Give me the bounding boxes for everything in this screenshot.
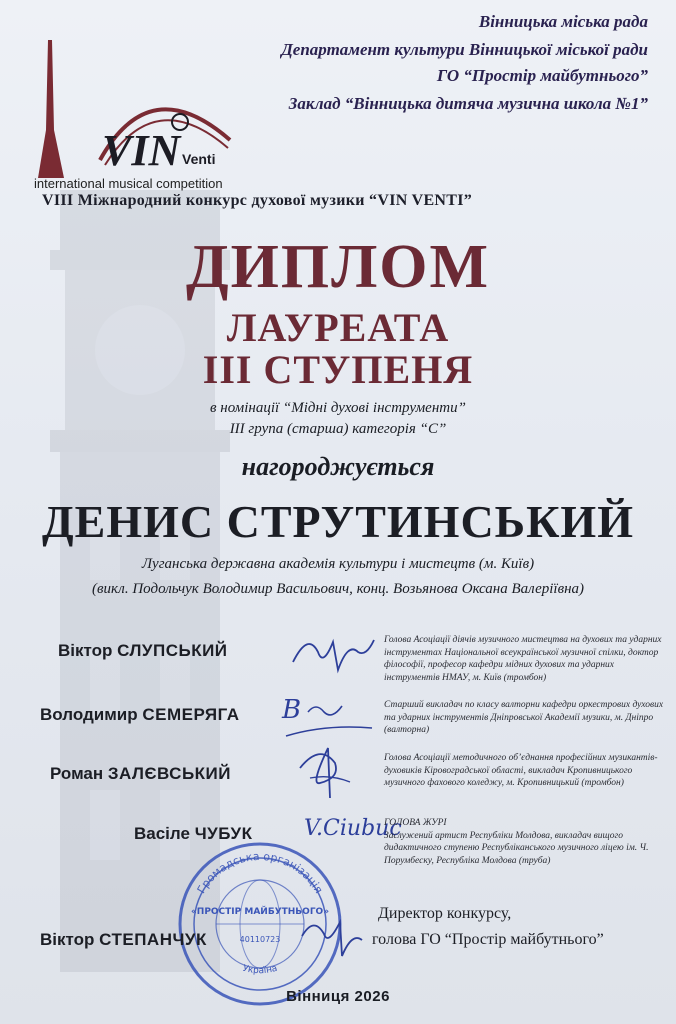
jury-surname: СЛУПСЬКИЙ	[117, 641, 228, 660]
degree-label: ІІІ СТУПЕНЯ	[202, 347, 474, 392]
jury-surname: ЧУБУК	[194, 824, 253, 843]
seal-country: Україна	[241, 963, 279, 977]
institution-text: Луганська державна академія культури і мистецтв (м. Київ)	[141, 556, 535, 572]
seal-outer-text: Громадська організація	[194, 849, 326, 896]
jury-surname: ЗАЛЄВСЬКИЙ	[107, 764, 231, 783]
competition-title: VIII Міжнародний конкурс духової музики “VIN VENTI”	[42, 192, 473, 209]
jury-surname: СЕМЕРЯГА	[142, 705, 240, 724]
organizer-culture-department: Департамент культури Вінницької міської ради	[281, 40, 648, 59]
jury-signature	[288, 622, 378, 678]
svg-text:В: В	[282, 695, 302, 725]
director-signature	[296, 906, 366, 962]
awarded-label: нагороджується	[241, 452, 435, 481]
svg-text:Україна	[241, 964, 278, 977]
recipient-name: ДЕНИС СТРУТИНСЬКИЙ	[41, 496, 634, 547]
director-title-line1: Директор конкурсу,	[378, 905, 512, 922]
jury-chair-signature: V.Ciubuc	[304, 816, 402, 841]
organizer-ngo: ГО “Простір майбутнього”	[436, 66, 648, 85]
jury-signature	[276, 684, 376, 744]
laureate-label: ЛАУРЕАТА	[226, 305, 450, 350]
seal-code: 40110723	[239, 935, 281, 944]
jury-chair-block	[384, 817, 664, 867]
jury-description: Заслужений артист Республіки Молдова, викладач вищого дидактичного ступеню Республіканського музичного ліцею ім. Ч. Порумбеску, Республіка Молдова (труба)	[384, 830, 649, 866]
director-name	[40, 930, 207, 950]
logo-wordmark: VIN	[102, 126, 181, 175]
vin-venti-logo	[30, 30, 250, 200]
jury-member-name	[50, 764, 231, 784]
jury-signature	[290, 738, 360, 804]
diploma-title: ДИПЛОМ	[185, 233, 491, 301]
jury-description: Старший викладач по класу валторни кафедри оркестрових духових та ударних інструментів Дніпровської Академії музики, м. Дніпро (валторна)	[384, 700, 664, 735]
director-first-name: Віктор	[40, 930, 95, 949]
organizer-music-school: Заклад “Вінницька дитяча музична школа №1”	[288, 94, 648, 113]
logo-caption: international musical competition	[34, 176, 223, 191]
jury-chair-role: ГОЛОВА ЖУРІ	[384, 818, 447, 828]
jury-first-name: Васіле	[134, 824, 190, 843]
seal-inner-text: «ПРОСТІР МАЙБУТНЬОГО»	[190, 907, 330, 917]
jury-description: Голова Асоціації методичного об’єднання професійних музикантів-духовиків Кіровоградської області, викладач Кропивницького музичного фахового коледжу, м. Кропивницький (тромбон)	[384, 753, 658, 788]
jury-description: Голова Асоціації діячів музичного мистецтва на духових та ударних інструментах Національної всеукраїнської музичної спілки, доктор філософії, професор кафедри мідних духових та ударних інструментів НМАУ, м. Київ (тромбон)	[384, 635, 662, 683]
city-year: Вінниця 2026	[286, 988, 390, 1005]
nomination-text: в номінації “Мідні духові інструменти”	[210, 400, 466, 416]
organizer-city-council: Вінницька міська рада	[478, 12, 648, 31]
jury-first-name: Віктор	[58, 641, 113, 660]
director-title-line2: голова ГО “Простір майбутнього”	[372, 931, 604, 948]
jury-member-name	[40, 705, 239, 725]
category-text: ІІІ група (старша) категорія “С”	[229, 421, 447, 437]
jury-first-name: Володимир	[40, 705, 138, 724]
teachers-text: (викл. Подольчук Володимир Васильович, конц. Возьянова Оксана Валеріївна)	[91, 581, 585, 597]
jury-member-name	[58, 641, 228, 661]
director-surname: СТЕПАНЧУК	[99, 930, 207, 949]
logo-wordmark-sub: Venti	[182, 151, 216, 167]
jury-first-name: Роман	[50, 764, 104, 783]
